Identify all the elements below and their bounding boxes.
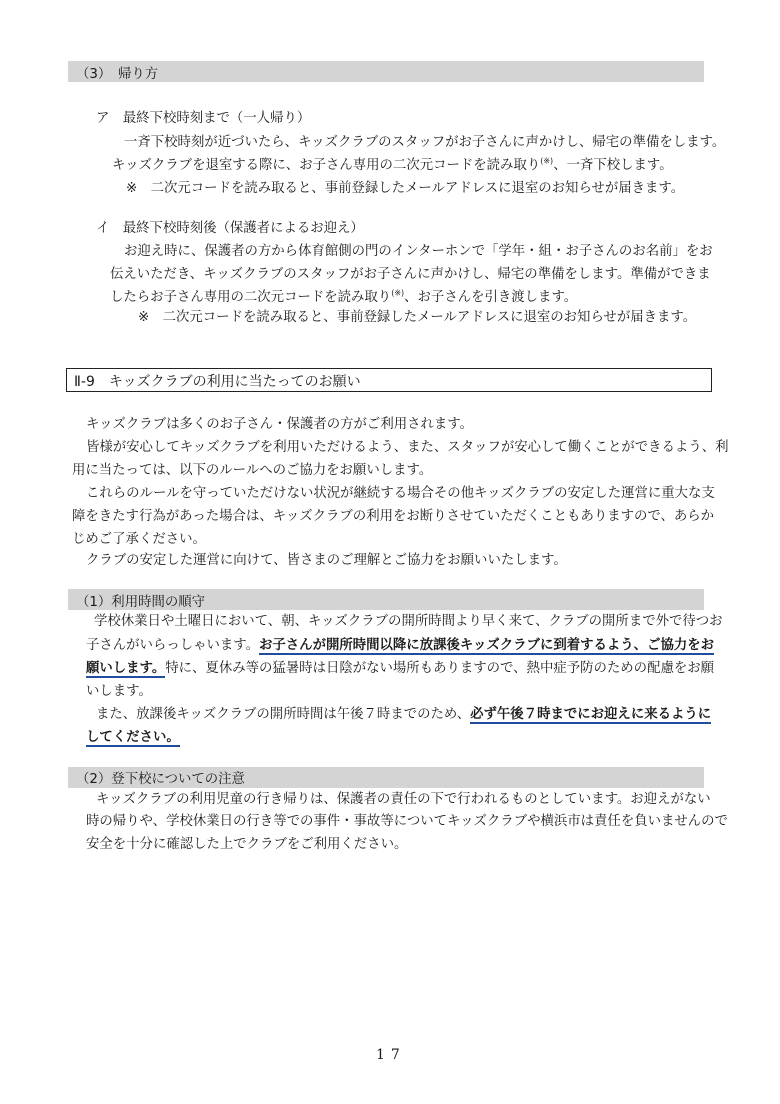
section-3a-line-2-text-end: 、一斉下校します。: [553, 158, 673, 173]
rule-1-emphasis-1-end: 願いします。: [86, 661, 166, 676]
rule-1-heading: （1）利用時間の順守: [76, 595, 206, 610]
section-ii-9-para-3-line-3: じめご了承ください。: [72, 532, 206, 547]
section-3i-line-3-text: したらお子さん専用の二次元コードを読み取り: [110, 290, 392, 305]
section-3a-title: ア 最終下校時刻まで（一人帰り）: [96, 111, 311, 126]
rule-1-line-5: [96, 703, 711, 722]
rule-1-emphasis-1: お子さんが開所時間以降に放課後キッズクラブに到着するよう、ご協力をお: [259, 638, 715, 653]
section-3i-line-1: お迎え時に、保護者の方から体育館側の門のインターホンで「学年・組・お子さんのお名前」をお: [124, 244, 713, 259]
rule-1-line-3: [86, 657, 714, 676]
section-ii-9-para-3-line-2: 障をきたす行為があった場合は、キッズクラブの利用をお断りさせていただくこともありますので、あらか: [72, 509, 715, 524]
page-number: 17: [376, 1047, 406, 1063]
rule-2-line-3: 安全を十分に確認した上でクラブをご利用ください。: [86, 837, 408, 852]
section-3i-line-3: [110, 286, 577, 305]
section-3a-line-2: [112, 154, 673, 173]
rule-1-line-3-text: 特に、夏休み等の猛暑時は日陰がない場所もありますので、熱中症予防のための配慮をお願: [165, 661, 715, 676]
section-ii-9-heading: Ⅱ-9 キッズクラブの利用に当たってのお願い: [74, 374, 361, 390]
section-3a-line-2-text: キッズクラブを退室する際に、お子さん専用の二次元コードを読み取り: [112, 158, 541, 173]
rule-2-line-1: キッズクラブの利用児童の行き帰りは、保護者の責任の下で行われるものとしています。お迎えがない: [96, 792, 711, 807]
section-ii-9-para-4: クラブの安定した運営に向けて、皆さまのご理解とご協力をお願いいたします。: [86, 553, 567, 568]
section-3a-line-1: 一斉下校時刻が近づいたら、キッズクラブのスタッフがお子さんに声かけし、帰宅の準備をします。: [124, 135, 726, 150]
rule-1-line-6: [86, 726, 180, 745]
section-3i-line-2: 伝えいただき、キッズクラブのスタッフがお子さんに声かけし、帰宅の準備をします。準備ができま: [110, 267, 711, 282]
rule-1-line-4: いします。: [86, 684, 152, 699]
section-ii-9-para-3-line-1: これらのルールを守っていただけない状況が継続する場合その他キッズクラブの安定した運営に重大な支: [86, 486, 715, 501]
section-ii-9-para-2-line-1: 皆様が安心してキッズクラブを利用いただけるよう、また、スタッフが安心して働くことができるよう、利: [86, 440, 729, 455]
section-3a-note-mark: (※): [540, 156, 554, 166]
section-ii-9-para-1: キッズクラブは多くのお子さん・保護者の方がご利用されます。: [86, 417, 473, 432]
section-ii-9-para-2-line-2: 用に当たっては、以下のルールへのご協力をお願いします。: [72, 463, 433, 478]
section-3i-line-3-text-end: 、お子さんを引き渡します。: [404, 290, 578, 305]
rule-2-line-2: 時の帰りや、学校休業日の行き等での事件・事故等についてキッズクラブや横浜市は責任を負いませんので: [86, 814, 728, 829]
rule-1-line-1: 学校休業日や土曜日において、朝、キッズクラブの開所時間より早く来て、クラブの開所まで外で待つお: [94, 614, 723, 629]
section-3i-title: イ 最終下校時刻後（保護者によるお迎え）: [96, 221, 364, 236]
rule-2-heading: （2）登下校についての注意: [76, 772, 245, 787]
section-3-heading: （3） 帰り方: [76, 67, 159, 82]
rule-1-line-2: [86, 634, 714, 653]
rule-1-line-5-text: また、放課後キッズクラブの開所時間は午後７時までのため、: [96, 707, 471, 722]
section-3i-note: ※ 二次元コードを読み取ると、事前登録したメールアドレスに退室のお知らせが届きます。: [138, 310, 697, 325]
section-3i-note-mark: (※): [391, 288, 405, 298]
section-3a-note: ※ 二次元コードを読み取ると、事前登録したメールアドレスに退室のお知らせが届きます。: [126, 181, 685, 196]
rule-1-emphasis-2: 必ず午後７時までにお迎えに来るように: [470, 707, 712, 722]
rule-1-emphasis-2-end: してください。: [86, 730, 180, 745]
rule-1-line-2-text: 子さんがいらっしゃいます。: [86, 638, 260, 653]
section-3-heading-bar: [68, 61, 704, 82]
